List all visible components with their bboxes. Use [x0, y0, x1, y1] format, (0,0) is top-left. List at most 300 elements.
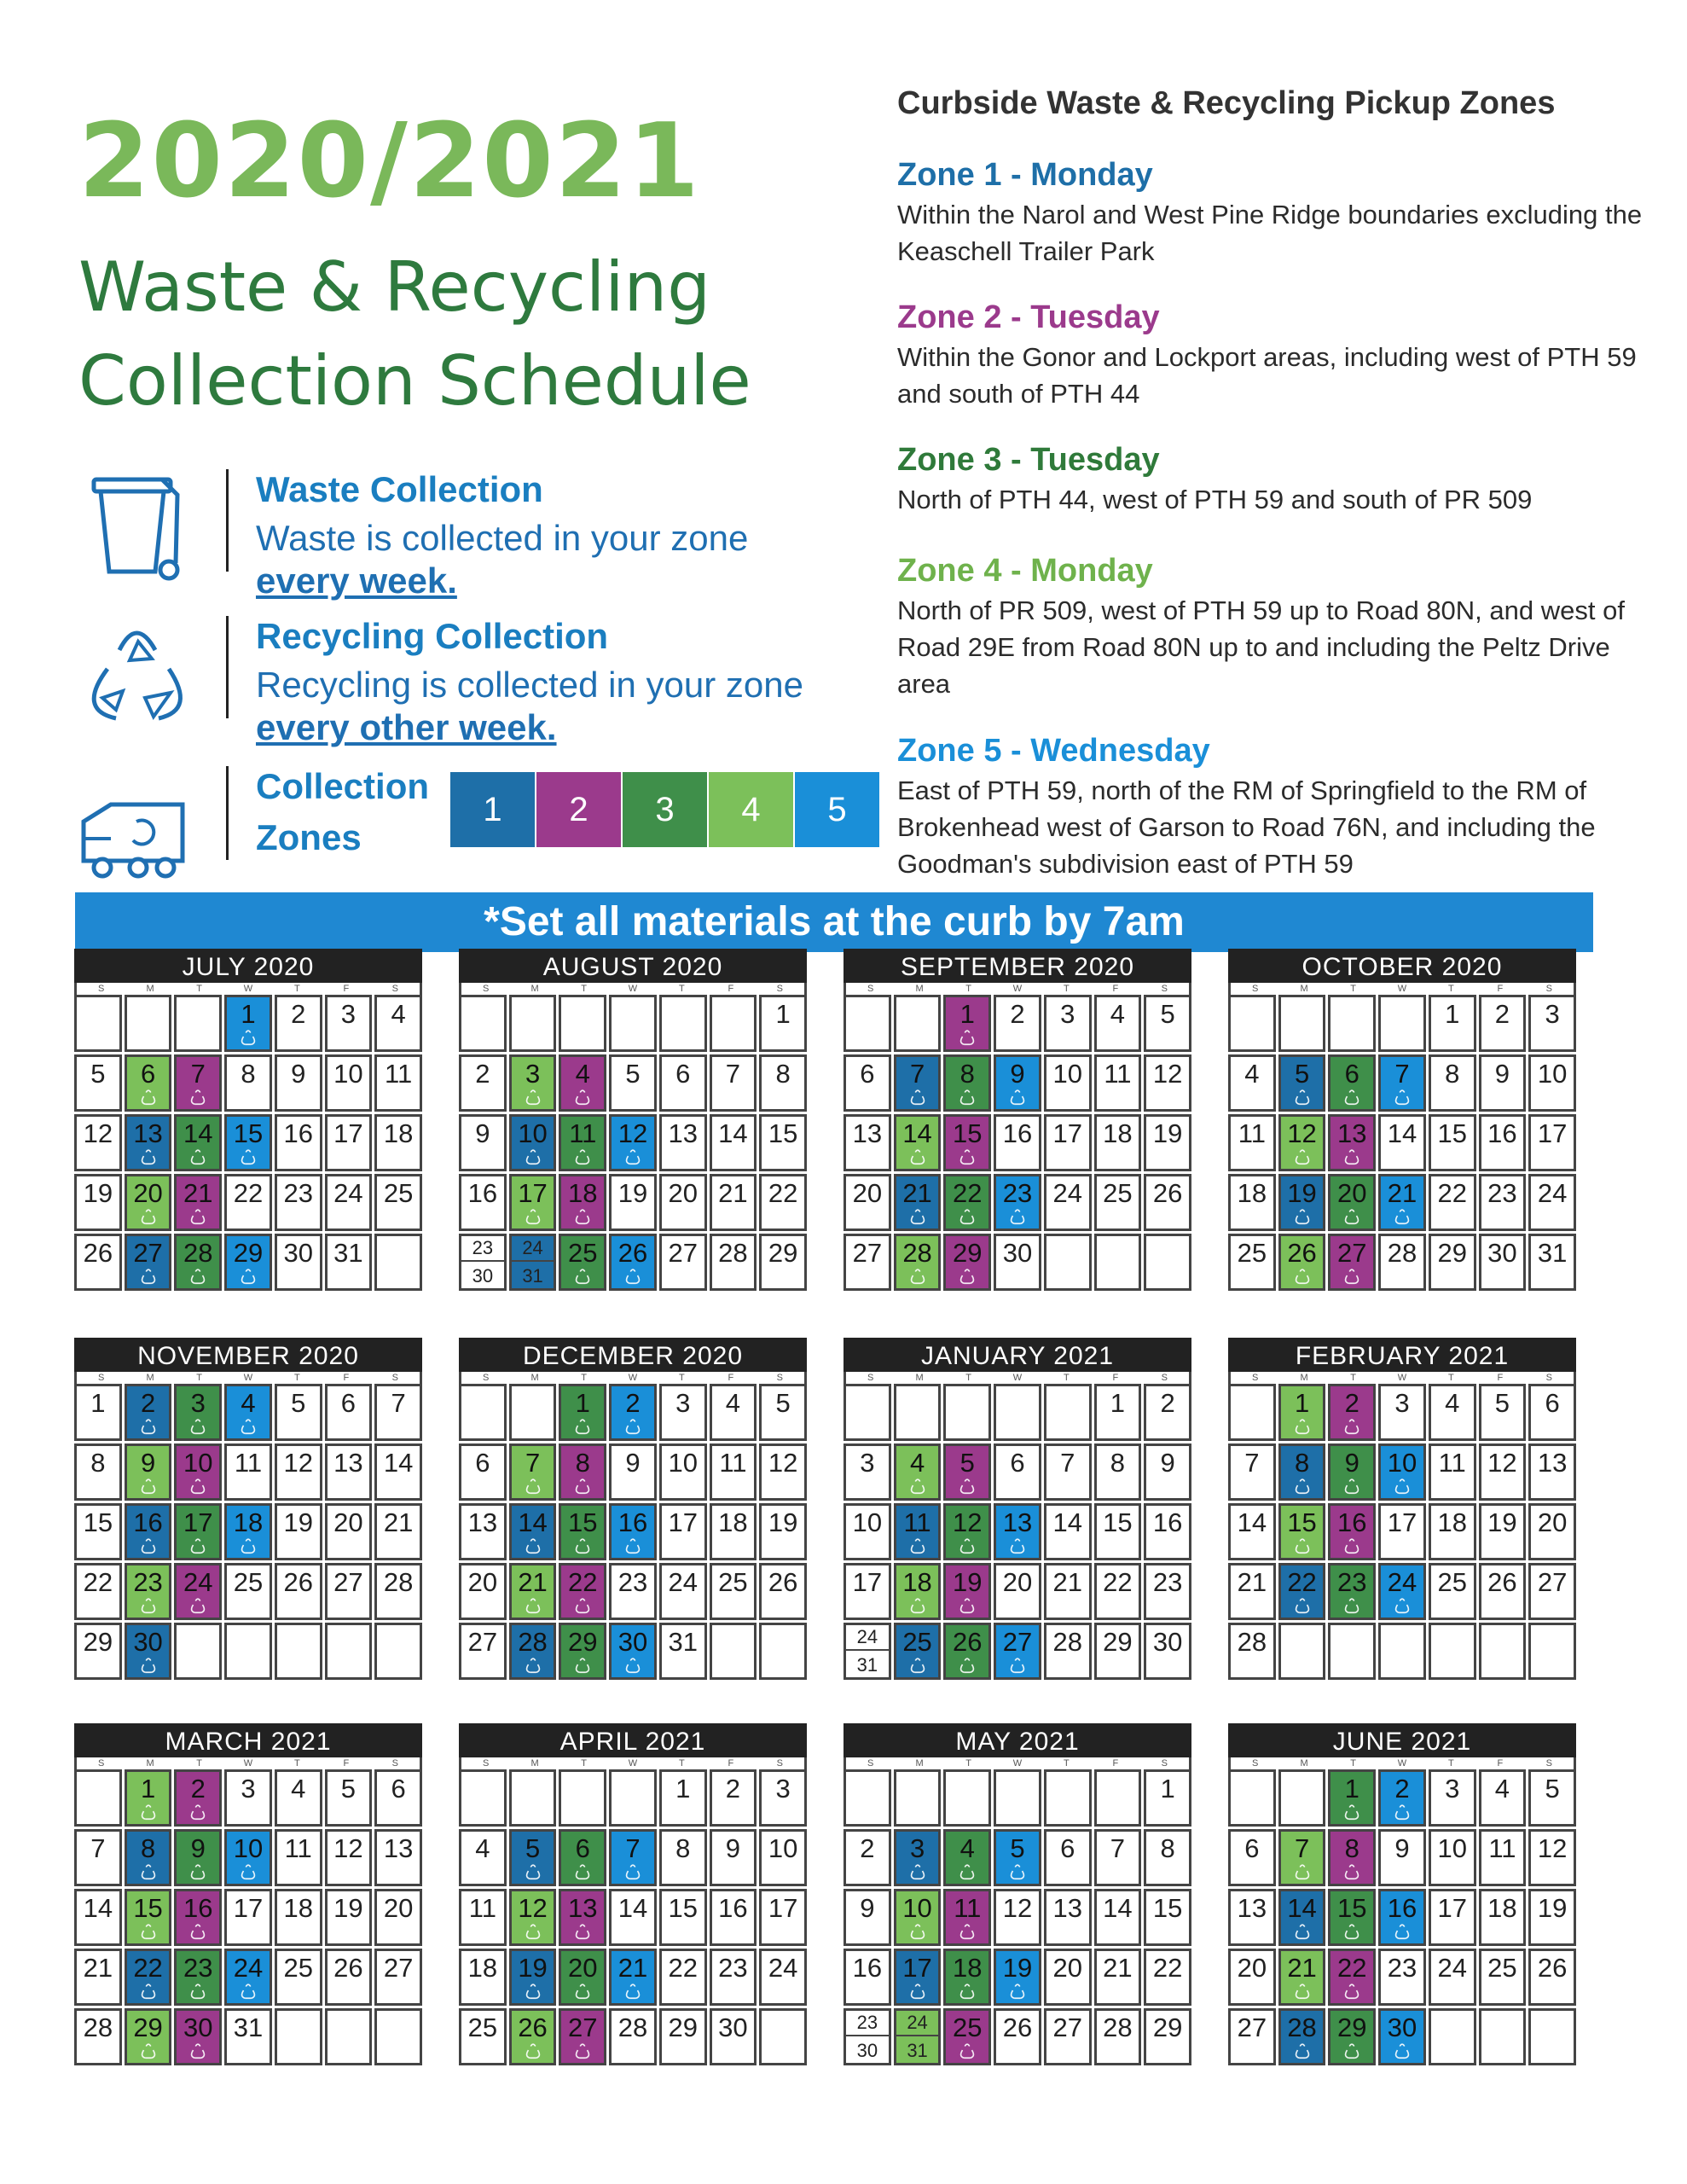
empty-day-cell	[943, 1769, 991, 1827]
day-cell	[325, 1949, 373, 2006]
recycling-pickup-icon	[573, 1417, 592, 1436]
pickup-day-cell	[1328, 1234, 1376, 1291]
empty-day-cell	[609, 995, 657, 1052]
day-number: 27	[467, 1627, 498, 1657]
pickup-day-cell	[174, 2008, 222, 2065]
recycling-pickup-icon	[623, 1656, 642, 1675]
recycling-pickup-icon	[958, 1596, 977, 1615]
recycling-pickup-icon	[623, 1982, 642, 2001]
weekday-label: T	[1064, 1373, 1070, 1383]
day-cell	[1228, 1563, 1276, 1620]
day-number: 20	[1537, 1507, 1568, 1537]
day-number: 9	[725, 1833, 741, 1863]
day-cell	[325, 1443, 373, 1501]
day-number: 7	[725, 1059, 741, 1089]
day-cell	[1378, 1949, 1426, 2006]
day-number: 10	[1537, 1059, 1568, 1089]
pickup-day-cell	[1328, 1949, 1376, 2006]
day-number: 7	[90, 1833, 106, 1863]
weekday-label: S	[391, 984, 398, 994]
day-cell	[1044, 1563, 1092, 1620]
day-number: 28	[1052, 1627, 1082, 1657]
day-cell	[1228, 1623, 1276, 1680]
pickup-day-cell	[1328, 1443, 1376, 1501]
day-cell	[1094, 1054, 1142, 1112]
day-number: 3	[1545, 999, 1560, 1029]
day-number: 11	[1488, 1833, 1516, 1863]
month-title: JANUARY 2021	[844, 1338, 1191, 1372]
empty-day-cell	[994, 1769, 1041, 1827]
day-number: 21	[1052, 1567, 1082, 1597]
day-number: 25	[383, 1178, 414, 1208]
day-number: 8	[1294, 1448, 1310, 1478]
day-cell	[374, 1829, 422, 1886]
day-cell	[844, 1829, 891, 1886]
day-number: 5	[625, 1059, 641, 1089]
day-cell	[325, 995, 373, 1052]
month-title: NOVEMBER 2020	[74, 1338, 422, 1372]
pickup-day-cell	[125, 1443, 172, 1501]
day-number: 21	[1287, 1953, 1317, 1983]
day-cell	[74, 1829, 122, 1886]
day-number: 9	[1494, 1059, 1510, 1089]
weekday-label: M	[1300, 1758, 1308, 1769]
day-cell	[374, 1384, 422, 1441]
recycling-pickup-icon	[139, 1982, 158, 2001]
day-cell	[994, 1234, 1041, 1291]
day-number: 26	[1152, 1178, 1183, 1208]
day-cell	[459, 1829, 507, 1886]
pickup-day-cell	[1278, 1114, 1326, 1171]
empty-day-cell	[894, 1769, 942, 1827]
weekday-label: S	[867, 984, 874, 994]
day-cell	[844, 1889, 891, 1946]
weekday-label: T	[1064, 984, 1070, 994]
title-line-1: Waste & Recycling	[78, 247, 710, 327]
day-number: 2	[140, 1388, 156, 1418]
recycling-pickup-icon	[1008, 1207, 1027, 1226]
empty-day-cell	[1228, 1769, 1276, 1827]
weekday-label: W	[1397, 984, 1407, 994]
pickup-day-cell	[174, 1174, 222, 1231]
day-number: 25	[1437, 1567, 1467, 1597]
day-cell	[1528, 995, 1576, 1052]
day-number: 29	[1103, 1627, 1133, 1657]
day-number: 15	[83, 1507, 113, 1537]
recycling-pickup-icon	[188, 1596, 207, 1615]
empty-day-cell	[559, 995, 606, 1052]
day-number: 22	[768, 1178, 798, 1208]
pickup-day-cell	[609, 1949, 657, 2006]
pickup-day-cell	[894, 1623, 942, 1680]
recycling-pickup-icon	[958, 1088, 977, 1107]
day-number: 26	[1537, 1953, 1568, 1983]
day-number: 28	[1287, 2013, 1317, 2042]
day-number: 10	[1437, 1833, 1467, 1863]
day-number: 18	[1437, 1507, 1467, 1537]
weekday-label: S	[1252, 1758, 1259, 1769]
day-number: 14	[518, 1507, 548, 1537]
empty-day-cell	[509, 1769, 557, 1827]
day-number: 26	[768, 1567, 798, 1597]
day-number: 16	[133, 1507, 163, 1537]
pickup-day-cell	[125, 1503, 172, 1560]
weekday-header	[459, 1757, 807, 1769]
recycling-pickup-icon	[239, 1417, 258, 1436]
day-number: 15	[233, 1118, 264, 1148]
recycling-pickup-icon	[908, 1922, 927, 1941]
day-cell	[1528, 1054, 1576, 1112]
day-number: 4	[1244, 1059, 1260, 1089]
day-number: 12	[1537, 1833, 1568, 1863]
day-number: 4	[959, 1833, 975, 1863]
day-cell	[224, 1443, 272, 1501]
zone-3-title: Zone 3 - Tuesday	[897, 442, 1160, 478]
empty-day-cell	[1278, 1769, 1326, 1827]
day-number: 6	[1344, 1059, 1359, 1089]
day-cell	[759, 1949, 807, 2006]
day-number: 15	[1152, 1893, 1183, 1923]
recycling-pickup-icon	[1342, 1477, 1361, 1496]
day-number: 17	[852, 1567, 883, 1597]
title-line-2: Collection Schedule	[78, 341, 751, 421]
recycling-pickup-icon	[958, 1862, 977, 1881]
weekday-label: S	[1545, 984, 1552, 994]
weekday-label: M	[1300, 1373, 1308, 1383]
day-number: 22	[1287, 1567, 1317, 1597]
pickup-day-cell	[894, 1174, 942, 1231]
empty-day-cell	[844, 1384, 891, 1441]
day-cell	[1429, 1769, 1476, 1827]
day-cell	[1378, 1234, 1426, 1291]
day-number: 15	[668, 1893, 698, 1923]
day-number: 5	[340, 1774, 357, 1804]
pickup-day-cell	[943, 1949, 991, 2006]
day-number: 10	[1387, 1448, 1417, 1478]
day-cell	[1528, 1443, 1576, 1501]
day-number: 8	[775, 1059, 791, 1089]
day-number: 19	[83, 1178, 113, 1208]
weekday-label: S	[1161, 984, 1168, 994]
weekday-header	[844, 1757, 1191, 1769]
empty-day-cell	[1278, 1623, 1326, 1680]
day-number: 24	[896, 2011, 939, 2036]
day-number: 1	[90, 1388, 106, 1418]
day-cell	[994, 2008, 1041, 2065]
day-number: 20	[568, 1953, 598, 1983]
day-number: 3	[340, 999, 357, 1029]
day-number: 13	[1537, 1448, 1568, 1478]
month-day-grid	[459, 1769, 807, 2065]
day-number: 31	[1537, 1238, 1568, 1268]
empty-day-cell	[1479, 2008, 1527, 2065]
day-number: 27	[333, 1567, 363, 1597]
empty-day-cell	[659, 995, 707, 1052]
day-cell	[275, 1114, 322, 1171]
day-number: 26	[1287, 1238, 1317, 1268]
day-cell	[325, 1769, 373, 1827]
day-cell	[659, 1889, 707, 1946]
day-cell	[74, 1054, 122, 1112]
day-number: 20	[1002, 1567, 1033, 1597]
day-cell	[459, 1949, 507, 2006]
day-number: 13	[1002, 1507, 1033, 1537]
day-number: 1	[1445, 999, 1460, 1029]
day-number: 30	[1387, 2013, 1417, 2042]
day-number: 14	[617, 1893, 648, 1923]
day-cell	[275, 1889, 322, 1946]
pickup-day-cell	[1278, 1503, 1326, 1560]
day-number: 15	[1103, 1507, 1133, 1537]
recycling-pickup-icon	[623, 1536, 642, 1555]
zones-legend-title-2: Zones	[256, 817, 362, 857]
day-number: 17	[518, 1178, 548, 1208]
pickup-day-cell	[609, 1384, 657, 1441]
weekday-label: M	[146, 1373, 154, 1383]
day-cell	[994, 1563, 1041, 1620]
day-cell	[1144, 1769, 1191, 1827]
day-number: 3	[909, 1833, 925, 1863]
pickup-day-cell	[1278, 1384, 1326, 1441]
pickup-day-cell	[509, 1443, 557, 1501]
day-number: 1	[1294, 1388, 1310, 1418]
pickup-day-cell	[894, 1889, 942, 1946]
pickup-day-cell	[125, 1623, 172, 1680]
day-number: 16	[183, 1893, 213, 1923]
recycling-pickup-icon	[908, 1596, 927, 1615]
day-cell	[659, 1174, 707, 1231]
pickup-day-cell	[509, 1054, 557, 1112]
recycling-pickup-icon	[1393, 1477, 1412, 1496]
pickup-day-cell	[894, 1829, 942, 1886]
day-cell	[1479, 1769, 1527, 1827]
day-cell	[609, 1889, 657, 1946]
day-cell	[74, 1563, 122, 1620]
day-number: 19	[953, 1567, 983, 1597]
empty-day-cell	[1479, 1623, 1527, 1680]
recycling-pickup-icon	[524, 1922, 542, 1941]
day-number: 19	[518, 1953, 548, 1983]
day-number: 7	[1394, 1059, 1410, 1089]
empty-day-cell	[894, 1384, 942, 1441]
weekday-label: F	[728, 1758, 734, 1769]
month-day-grid	[74, 1384, 422, 1680]
empty-day-cell	[759, 2008, 807, 2065]
weekday-label: T	[196, 1758, 202, 1769]
day-cell	[459, 1503, 507, 1560]
pickup-day-cell	[943, 1829, 991, 1886]
day-cell	[844, 1114, 891, 1171]
day-number: 15	[568, 1507, 598, 1537]
waste-legend-text	[256, 517, 748, 602]
month-title: MAY 2021	[844, 1723, 1191, 1757]
day-number: 18	[383, 1118, 414, 1148]
day-cell	[1094, 1563, 1142, 1620]
day-number: 4	[575, 1059, 590, 1089]
day-number: 9	[1344, 1448, 1359, 1478]
day-cell	[1479, 1829, 1527, 1886]
day-cell	[1479, 1054, 1527, 1112]
year-title: 2020/2021	[78, 102, 701, 221]
day-cell	[659, 1054, 707, 1112]
day-number: 20	[668, 1178, 698, 1208]
day-cell	[1144, 2008, 1191, 2065]
day-number: 27	[568, 2013, 598, 2042]
day-number: 12	[333, 1833, 363, 1863]
recycling-pickup-icon	[139, 1088, 158, 1107]
day-cell	[1378, 1384, 1426, 1441]
pickup-day-cell	[1378, 1769, 1426, 1827]
day-number: 24	[768, 1953, 798, 1983]
weekday-label: S	[98, 984, 105, 994]
recycling-pickup-icon	[524, 2042, 542, 2060]
empty-day-cell	[994, 1384, 1041, 1441]
weekday-label: M	[146, 984, 154, 994]
weekday-label: M	[146, 1758, 154, 1769]
day-cell	[1429, 1114, 1476, 1171]
month-day-grid	[1228, 1769, 1576, 2065]
day-number: 9	[475, 1118, 490, 1148]
day-cell	[1528, 1769, 1576, 1827]
day-number: 2	[291, 999, 306, 1029]
recycling-pickup-icon	[1342, 1147, 1361, 1166]
day-number: 21	[83, 1953, 113, 1983]
day-number: 8	[1344, 1833, 1359, 1863]
day-number: 28	[183, 1238, 213, 1268]
recycling-pickup-icon	[1008, 1982, 1027, 2001]
weekday-header	[74, 983, 422, 995]
weekday-label: T	[1448, 1758, 1454, 1769]
day-cell	[1429, 1829, 1476, 1886]
day-cell	[710, 1503, 757, 1560]
day-number: 4	[725, 1388, 741, 1418]
day-number: 25	[233, 1567, 264, 1597]
recycling-pickup-icon	[188, 1982, 207, 2001]
pickup-day-cell	[1278, 1563, 1326, 1620]
weekday-label: M	[915, 1758, 924, 1769]
weekday-label: F	[1112, 984, 1119, 994]
day-number: 18	[718, 1507, 748, 1537]
day-cell	[1144, 1054, 1191, 1112]
day-cell	[1044, 1174, 1092, 1231]
pickup-day-cell	[609, 1114, 657, 1171]
day-cell	[1429, 1174, 1476, 1231]
day-cell	[1144, 1889, 1191, 1946]
day-cell	[710, 1234, 757, 1291]
recycling-legend-text	[256, 664, 803, 749]
day-number: 23	[1487, 1178, 1517, 1208]
day-number: 19	[1487, 1507, 1517, 1537]
recycling-pickup-icon	[573, 1982, 592, 2001]
day-number: 16	[1387, 1893, 1417, 1923]
day-number: 26	[283, 1567, 313, 1597]
weekday-label: F	[1497, 984, 1504, 994]
day-number: 28	[83, 2013, 113, 2042]
empty-day-cell	[1429, 2008, 1476, 2065]
day-number: 10	[902, 1893, 932, 1923]
recycling-pickup-icon	[239, 1862, 258, 1881]
day-cell	[844, 1503, 891, 1560]
day-number: 29	[568, 1627, 598, 1657]
day-number: 10	[852, 1507, 883, 1537]
day-number: 6	[475, 1448, 490, 1478]
day-cell	[325, 1234, 373, 1291]
pickup-day-cell	[943, 1234, 991, 1291]
day-number: 6	[675, 1059, 691, 1089]
day-cell	[1144, 1174, 1191, 1231]
day-number: 15	[953, 1118, 983, 1148]
pickup-day-cell	[994, 1054, 1041, 1112]
day-number: 9	[1160, 1448, 1175, 1478]
day-number: 16	[1152, 1507, 1183, 1537]
pickup-day-cell	[174, 1503, 222, 1560]
day-number: 21	[718, 1178, 748, 1208]
month-title: FEBRUARY 2021	[1228, 1338, 1576, 1372]
day-number: 8	[675, 1833, 691, 1863]
recycling-pickup-icon	[1342, 1922, 1361, 1941]
month-title: MARCH 2021	[74, 1723, 422, 1757]
pickup-day-cell	[609, 1234, 657, 1291]
day-cell	[275, 1174, 322, 1231]
day-cell	[609, 1054, 657, 1112]
month-day-grid	[459, 1384, 807, 1680]
pickup-day-cell	[1378, 1889, 1426, 1946]
weekday-label: S	[483, 984, 490, 994]
day-cell	[74, 1174, 122, 1231]
pickup-day-cell	[994, 1503, 1041, 1560]
day-cell	[459, 1889, 507, 1946]
pickup-day-cell	[1278, 1054, 1326, 1112]
recycling-pickup-icon	[573, 1147, 592, 1166]
day-cell	[1429, 1503, 1476, 1560]
day-cell	[710, 1114, 757, 1171]
pickup-day-cell	[224, 1503, 272, 1560]
pickup-day-cell	[174, 1443, 222, 1501]
day-number: 12	[1287, 1118, 1317, 1148]
day-cell	[275, 1563, 322, 1620]
day-cell	[275, 1949, 322, 2006]
day-cell	[325, 1054, 373, 1112]
day-cell	[1228, 1889, 1276, 1946]
day-number: 5	[90, 1059, 106, 1089]
day-number: 28	[1103, 2013, 1133, 2042]
day-cell	[374, 1443, 422, 1501]
day-number: 25	[283, 1953, 313, 1983]
day-cell	[659, 2008, 707, 2065]
zone-3-block	[897, 439, 1648, 518]
recycling-pickup-icon	[908, 1088, 927, 1107]
day-number: 3	[525, 1059, 541, 1089]
zone-4-title: Zone 4 - Monday	[897, 553, 1153, 589]
day-number: 12	[953, 1507, 983, 1537]
day-cell	[1094, 1114, 1142, 1171]
day-number: 27	[1337, 1238, 1367, 1268]
day-number: 10	[183, 1448, 213, 1478]
day-cell	[659, 1443, 707, 1501]
day-cell	[224, 1769, 272, 1827]
day-cell	[759, 1503, 807, 1560]
pickup-day-cell	[1328, 1829, 1376, 1886]
day-cell	[1479, 995, 1527, 1052]
day-number: 1	[241, 999, 256, 1029]
day-cell	[374, 1503, 422, 1560]
pickup-day-cell	[224, 1234, 272, 1291]
empty-day-cell	[459, 1384, 507, 1441]
day-number: 17	[1437, 1893, 1467, 1923]
day-number: 5	[775, 1388, 791, 1418]
empty-day-cell	[844, 1769, 891, 1827]
day-number: 9	[140, 1448, 156, 1478]
